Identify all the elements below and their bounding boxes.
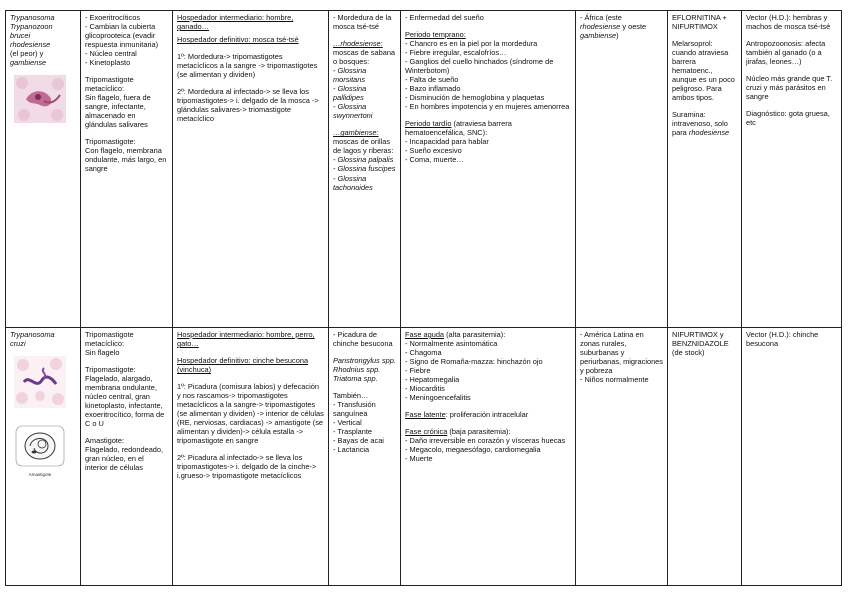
morphology-cell: Tripomastigote metacíclico: Sin flagelo Tripomastigote: Flagelado, alargado, membrana ondulante, núcleo central, gran kinetoplasto, infectante, exoeritrocítico, forma de C o U Amastigote: Flagelado, redondeado, gran núcleo, en el interior de células (81, 328, 173, 586)
distribution-cell: - América Latina en zonas rurales, suburbanas y periurbanas, migraciones y pobreza - Niños normalmente (576, 328, 668, 586)
distribution-cell: - África (este rhodesiense y oeste gambiense) (576, 11, 668, 328)
blood-smear-image (14, 356, 66, 408)
hosts-cell: Hospedador intermediario: hombre, ganado… Hospedador definitivo: mosca tsé-tsé 1º: Mordedura-> tripomastigotes metacíclicos a la sangre -> tripomastigotes (se alimentan y dividen) 2º: Mordedura al infectado-> se lleva los tripomastigotes-> i. delgado de la mosca -> glándulas salivares-> triomastigote metacíclico (173, 11, 329, 328)
clinic-cell: - Enfermedad del sueño Periodo temprano: - Chancro es en la piel por la mordedura - Fiebre irregular, escalofríos… - Ganglios del cuello hinchados (síndrome de Winterbotom) - Falta de sueño - Bazo inflamado - Disminución de hemoglobina y plaquetas - En hombres impotencia y en mujeres amenorrea Periodo tardío (atraviesa barrera hematoencefálica, SNC): - Incapacidad para hablar - Sueño excesivo - Coma, muerte… (401, 11, 576, 328)
transmission-cell: - Picadura de chinche besucona Panstrongylus spp. Rhodnius spp. Triatoma spp. También… - Transfusión sanguínea - Vertical - Trasplante - Bayas de acai - Lactancia (329, 328, 401, 586)
notes-cell: Vector (H.D.): hembras y machos de mosca tsé-tsé Antropozoonosis: afecta también al ganado (o a jirafas, leones…) Núcleo más grande que T. cruzi y más parásitos en sangre Diagnóstico: gota gruesa, etc (742, 11, 842, 328)
amastigote-diagram (14, 424, 66, 480)
blood-smear-image (14, 75, 66, 123)
clinic-cell: Fase aguda (alta parasitemia): - Normalmente asintomática - Chagoma - Signo de Romaña-mazza: hinchazón ojo - Fiebre - Hepatomegalia - Miocarditis - Meningoencefalitis Fase latente: proliferación intracelular Fase crónica (baja parasitemia): - Daño irreversible en corazón y vísceras huecas - Megacolo, megaesófago, cardiomegalia - Muerte (401, 328, 576, 586)
table-row (6, 11, 842, 328)
treatment-cell: NIFURTIMOX y BENZNIDAZOLE (de stock) (668, 328, 742, 586)
hosts-cell: Hospedador intermediario: hombre, perro, gato… Hospedador definitivo: cinche besucona (vinchuca) 1º: Picadura (comisura labios) y defecación y nos rascamos-> tripomastigotes metacíclicos a la sangre-> tripomastigotes (se alimentan y dividen) -> interior de células (RE, nerviosas, cardiacas) -> amastigote (se alimentan y dividen)-> célula estalla -> tripomastigote en sangre 2º: Picadura al infectado-> se lleva los tripomastigotes-> i. delgado de la cinche-> i.grueso-> tripomastigote metacíclicos (173, 328, 329, 586)
notes-cell: Vector (H.D.): chinche besucona (742, 328, 842, 586)
parasite-table (5, 10, 842, 586)
species-cell: Trypanosoma Trypanozoon brucei rhodesiense (el peor) y gambiense (6, 11, 81, 328)
morphology-cell: - Exoeritrocíticos - Cambian la cubierta glicoprooteica (evadir respuesta inmunitaria) - Núcleo central - Kinetoplasto Tripomastigote metacíclico: Sin flagelo, fuera de sangre, infectante, almacenado en glándulas salivares Tripomastigote: Con flagelo, membrana ondulante, más largo, en sangre (81, 11, 173, 328)
species-cell (6, 328, 81, 586)
amastigote-caption: Amastigote (28, 472, 52, 478)
species-name: Trypanosoma Trypanozoon brucei rhodesiense (10, 13, 55, 50)
species-name: Trypanosoma cruzi (10, 330, 55, 349)
treatment-cell: EFLORNITINA + NIFURTIMOX Melarsoprol: cuando atraviesa barrera hematoenc., aunque es un poco peligroso. Para ambos tipos. Suramina: intravenoso, solo para rhodesiense (668, 11, 742, 328)
transmission-cell: - Mordedura de la mosca tsé-tsé …rhodesiense: moscas de sabana o bosques: - Glossina morsitans - Glossina pallidipes - Glossina swynnertoni …gambiense: moscas de orillas de lagos y riberas: - Glossina palpalis - Glossina fuscipes - Glossina tachonoides (329, 11, 401, 328)
table-row (6, 328, 842, 586)
